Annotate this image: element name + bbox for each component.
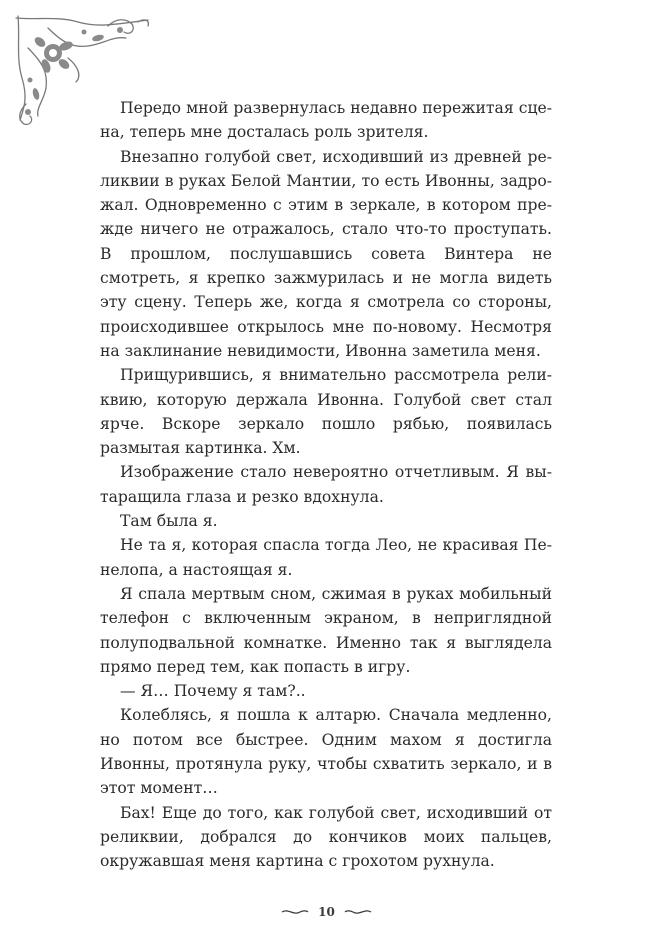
- left-flourish-icon: [280, 907, 310, 917]
- paragraph: Там была я.: [120, 512, 218, 531]
- paragraph: Я спала мертвым сном, сжимая в руках мобильный телефон с включенным экраном, в неприглядной полуподвальной комнатке. Именно так я выглядела прямо перед тем, как попасть в игру.: [100, 584, 552, 676]
- paragraph: Не та я, которая спасла тогда Лео, не красивая Пенелопа, а настоящая я.: [100, 536, 552, 579]
- paragraph: Внезапно голубой свет, исходивший из древней реликвии в руках Белой Мантии, то есть Ивонны, задрожал. Одновременно с этим в зеркале, в котором прежде ничего не отражалось, стало что-то проступать. В прошлом, послушавшись совета Винтера не смотреть, я крепко зажмурилась и не могла видеть эту сцену. Теперь же, когда я смотрела со стороны, происходившее открылось мне по-новому. Несмотря на заклинание невидимости, Ивонна заметила меня.: [100, 147, 552, 360]
- paragraph: — Я… Почему я там?..: [120, 682, 306, 701]
- body-text: [100, 96, 552, 874]
- right-flourish-icon: [343, 907, 373, 917]
- paragraph: Колеблясь, я пошла к алтарю. Сначала медленно, но потом все быстрее. Одним махом я достигла Ивонны, протянула руку, чтобы схватить зеркало, и в этот момент…: [100, 706, 552, 798]
- page-number: 10: [318, 904, 335, 919]
- paragraph: Бах! Еще до того, как голубой свет, исходивший от реликвии, добрался до кончиков моих пальцев, окружавшая меня картина с грохотом рухнула.: [100, 803, 552, 871]
- paragraph: Передо мной развернулась недавно пережитая сцена, теперь мне досталась роль зрителя.: [100, 99, 552, 142]
- page-number-footer: [0, 904, 653, 920]
- paragraph: Изображение стало невероятно отчетливым. Я вытаращила глаза и резко вдохнула.: [100, 463, 552, 506]
- paragraph: Прищурившись, я внимательно рассмотрела реликвию, которую держала Ивонна. Голубой свет стал ярче. Вскоре зеркало пошло рябью, появилась размытая картинка. Хм.: [100, 366, 552, 458]
